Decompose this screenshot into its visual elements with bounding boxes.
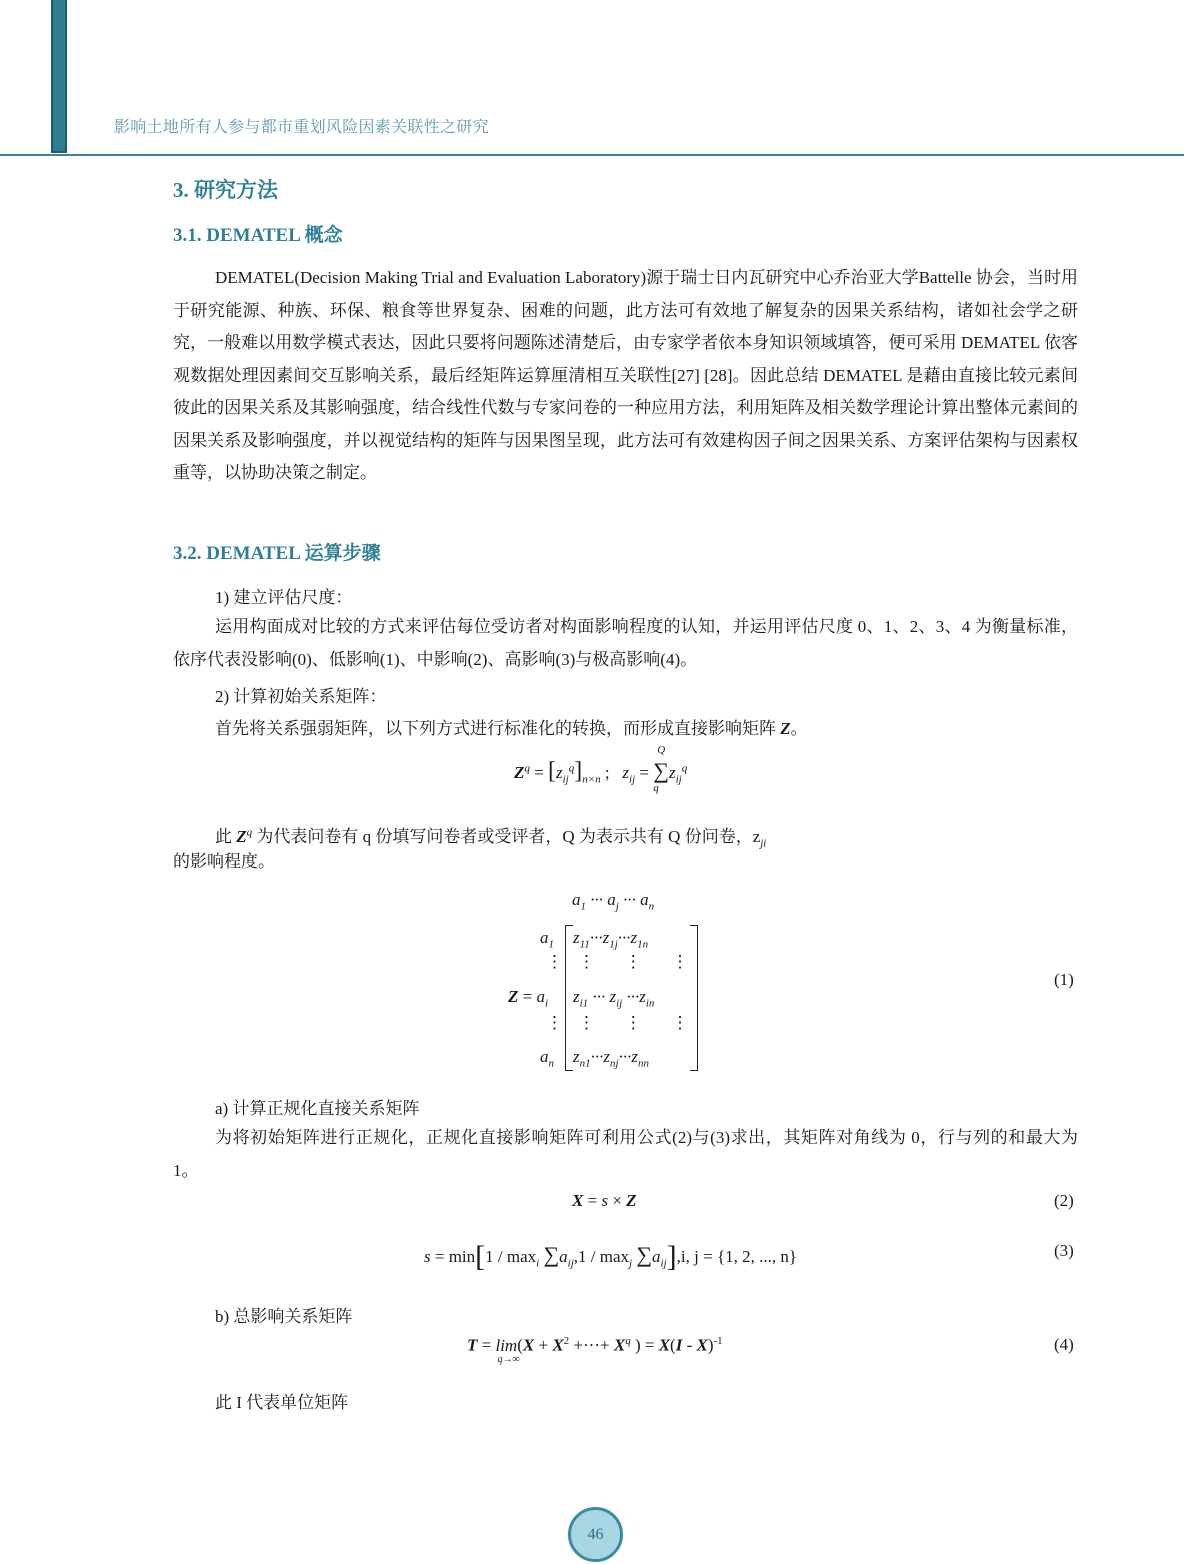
equation-4: T = lim q→∞ ($X + X^2$ +···+ $X^q$ ) = X(I - X)$^{-1}$ xyxy=(467,1335,723,1365)
step2-text xyxy=(215,714,808,739)
matrix-symbol: Z xyxy=(780,719,791,738)
equation-3: $s = \min[1 / \max_i \sum a_{ij},1 / \max_j \sum a_{ij}],i$, j = {1, 2, ..., n} xyxy=(424,1240,798,1273)
equation-zq: $Z^q = [z_{ij}^q]_{n\times n}$ ; $z_{ij}$ = ∑ Q q $z_{ij}^q$ xyxy=(514,744,688,794)
step2-text-body: 首先将关系强弱矩阵，以下列方式进行标准化的转换，而形成直接影响矩阵 xyxy=(215,719,781,738)
running-title: 影响土地所有人参与都市重划风险因素关联性之研究 xyxy=(114,117,489,136)
explanation-line2: 的影响程度。 xyxy=(173,852,275,871)
step2-label: 2) 计算初始关系矩阵： xyxy=(215,687,387,706)
step-a-label: a) 计算正规化直接关系矩阵 xyxy=(215,1099,420,1118)
step2-text-end: 。 xyxy=(790,719,808,738)
header-rule xyxy=(0,154,1184,156)
equation-number-1: (1) xyxy=(1054,970,1074,989)
section-heading: 3. 研究方法 xyxy=(173,178,278,202)
subsection-heading-concept: 3.1. DEMATEL 概念 xyxy=(173,225,343,246)
step1-label: 1) 建立评估尺度： xyxy=(215,588,353,607)
equation-2: X = s × Z xyxy=(572,1191,637,1210)
explanation-line1: 此 $Z^q$ 为代表问卷有 q 份填写问卷者或受评者，Q 为表示共有 Q 份问卷，$z_{ji}$ xyxy=(215,826,767,850)
subsection-heading-steps: 3.2. DEMATEL 运算步骤 xyxy=(173,543,381,564)
explain-text: 为代表问卷有 q 份填写问卷者或受评者，Q 为表示共有 Q 份问卷，z xyxy=(252,827,761,846)
header-accent-bar xyxy=(51,0,67,153)
explain-prefix: 此 xyxy=(215,827,237,846)
step1-text: 运用构面成对比较的方式来评估每位受访者对构面影响程度的认知，并运用评估尺度 0、1、2、3、4 为衡量标准，依序代表没影响(0)、低影响(1)、中影响(2)、高影响(3)与极高影响(4)。 xyxy=(173,617,1078,669)
concept-paragraph: DEMATEL(Decision Making Trial and Evaluation Laboratory)源于瑞士日内瓦研究中心乔治亚大学Battelle 协会，当时用于研究能源、种族、环保、粮食等世界复杂、困难的问题，此方法可有效地了解复杂的因果关系结构，诸如社会学之研究，一般难以用数学模式表达，因此只要将问题陈述清楚后，由专家学者依本身知识领域填答，便可采用 DEMATEL 依客观数据处理因素间交互影响关系，最后经矩阵运算厘清相互关联性[27] [28]。因此总结 DEMATEL 是藉由直接比较元素间彼此的因果关系及其影响强度，结合线性代数与专家问卷的一种应用方法，利用矩阵及相关数学理论计算出整体元素间的因果关系及影响强度，并以视觉结构的矩阵与因果图呈现，此方法可有效建构因子间之因果关系、方案评估架构与因素权重等，以协助决策之制定。 xyxy=(173,268,1078,482)
page-number: 46 xyxy=(568,1507,623,1562)
equation-3-tail: ,i, j = {1, 2, ..., n} xyxy=(676,1247,798,1266)
step-a-text: 为将初始矩阵进行正规化，正规化直接影响矩阵可利用公式(2)与(3)求出，其矩阵对角线为 0，行与列的和最大为 1。 xyxy=(173,1128,1078,1180)
equation-number-4: (4) xyxy=(1054,1335,1074,1354)
identity-note: 此 I 代表单位矩阵 xyxy=(215,1393,349,1412)
equation-number-2: (2) xyxy=(1054,1191,1074,1210)
step-b-label: b) 总影响关系矩阵 xyxy=(215,1307,353,1326)
equation-number-3: (3) xyxy=(1054,1241,1074,1260)
